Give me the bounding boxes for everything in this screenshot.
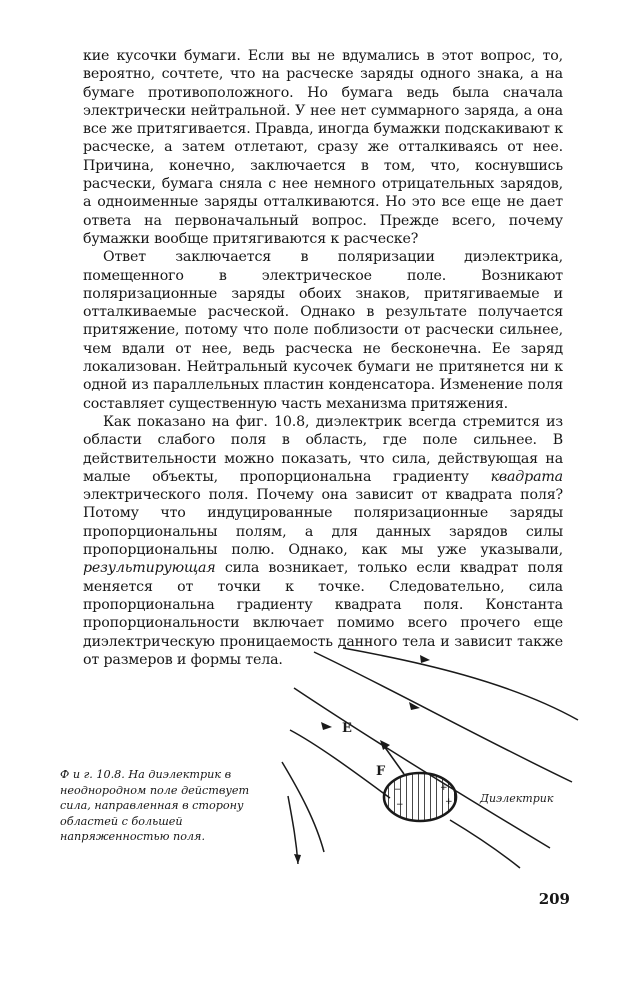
svg-text:+: +	[445, 797, 453, 807]
arrow-head-7	[294, 854, 301, 864]
body-text	[83, 47, 563, 669]
caption-label: Ф и г. 10.8.	[60, 768, 125, 781]
label-f: F	[376, 764, 386, 779]
field-line-2	[314, 652, 572, 782]
figure-10-8	[280, 642, 580, 882]
field-line-6	[282, 762, 324, 852]
field-line-7	[288, 796, 298, 864]
field-line-5	[450, 820, 520, 868]
label-e: E	[342, 721, 352, 736]
field-line-3	[294, 688, 550, 848]
svg-text:−: −	[396, 800, 404, 810]
emphasis-resultant: результирующая	[83, 560, 216, 577]
svg-text:−: −	[394, 785, 402, 795]
svg-text:+: +	[440, 783, 448, 793]
paragraph-1: кие кусочки бумаги. Если вы не вдумались в этот вопрос, то, вероятно, сочтете, что на расческе заряды одного знака, а на бумаге противоположного. Но бумага ведь была сначала электрически нейтральной. У нее нет суммарного заряда, а она все же притягивается. Правда, иногда бумажки подскакивают к расческе, а затем отлетают, сразу же отталкиваясь от нее. Причина, конечно, заключается в том, что, коснувшись расчески, бумага сняла с нее немного отрицательных зарядов, а одноименные заряды отталкиваются. Но это все еще не дает ответа на первоначальный вопрос. Прежде всего, почему бумажки вообще притягиваются к расческе?	[83, 48, 563, 247]
caption-text: На диэлектрик в неоднородном поле действует сила, направленная в сторону областей с большей напряженностью поля.	[60, 768, 250, 844]
paragraph-3-part-b: электрического поля. Почему она зависит от квадрата поля? Потому что индуцированные поляризационные заряды пропорциональны полям, а для данных зарядов силы пропорциональны полю. Однако, как мы уже указывали,	[83, 487, 563, 559]
arrow-head-1	[420, 655, 430, 663]
arrow-head-3	[321, 722, 332, 730]
figure-caption	[60, 767, 280, 845]
page-number: 209	[538, 890, 570, 908]
label-dielectric: Диэлектрик	[480, 792, 554, 805]
dielectric-body	[384, 773, 456, 821]
paragraph-3-part-c: сила возникает, только если квадрат поля меняется от точки к точке. Следовательно, сила пропорциональна градиенту квадрата поля. Константа пропорциональности включает помимо всего прочего еще диэлектрическую проницаемость данного тела и зависит также от размеров и формы тела.	[83, 560, 563, 668]
paragraph-3-part-a: Как показано на фиг. 10.8, диэлектрик всегда стремится из области слабого поля в область, где поле сильнее. В действительности можно показать, что сила, действующая на малые объекты, пропорциональна градиенту	[83, 413, 563, 485]
paragraph-3	[83, 413, 563, 669]
emphasis-square: квадрата	[490, 468, 563, 485]
paragraph-2: Ответ заключается в поляризации диэлектрика, помещенного в электрическое поле. Возникают поляризационные заряды обоих знаков, притягиваемые и отталкиваемые расческой. Однако в результате получается притяжение, потому что поле поблизости от расчески сильнее, чем вдали от нее, ведь расческа не бесконечна. Ее заряд локализован. Нейтральный кусочек бумаги не притянется ни к одной из параллельных пластин конденсатора. Изменение поля составляет существенную часть механизма притяжения.	[83, 249, 563, 412]
